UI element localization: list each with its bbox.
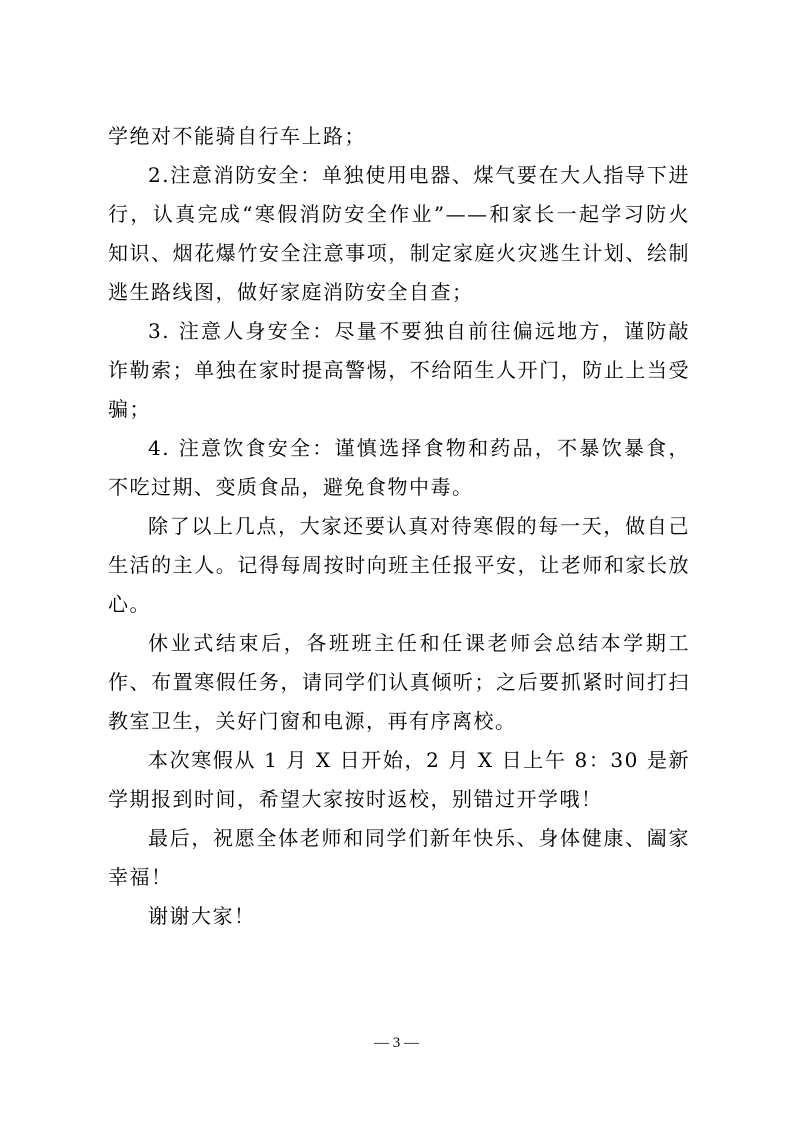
- document-body: [108, 117, 690, 936]
- paragraph: 休业式结束后，各班班主任和任课老师会总结本学期工作、布置寒假任务，请同学们认真倾听；之后要抓紧时间打扫教室卫生，关好门窗和电源，再有序离校。: [108, 631, 690, 733]
- paragraph: 最后，祝愿全体老师和同学们新年快乐、身体健康、阖家幸福！: [108, 826, 690, 889]
- paragraph: 3. 注意人身安全：尽量不要独自前往偏远地方，谨防敲诈勒索；单独在家时提高警惕，不给陌生人开门，防止上当受骗；: [108, 319, 690, 421]
- paragraph: 本次寒假从 1 月 X 日开始，2 月 X 日上午 8：30 是新学期报到时间，希望大家按时返校，别错过开学哦！: [108, 748, 690, 811]
- paragraph: 4. 注意饮食安全：谨慎选择食物和药品，不暴饮暴食，不吃过期、变质食品，避免食物中毒。: [108, 436, 690, 499]
- paragraph: 2.注意消防安全：单独使用电器、煤气要在大人指导下进行，认真完成“寒假消防安全作业”——和家长一起学习防火知识、烟花爆竹安全注意事项，制定家庭火灾逃生计划、绘制逃生路线图，做好家庭消防安全自查；: [108, 163, 690, 304]
- paragraph: 谢谢大家！: [148, 904, 256, 928]
- paragraph: 学绝对不能骑自行车上路；: [108, 124, 366, 148]
- paragraph: 除了以上几点，大家还要认真对待寒假的每一天，做自己生活的主人。记得每周按时向班主任报平安，让老师和家长放心。: [108, 514, 690, 616]
- page-number: — 3 —: [374, 1035, 419, 1051]
